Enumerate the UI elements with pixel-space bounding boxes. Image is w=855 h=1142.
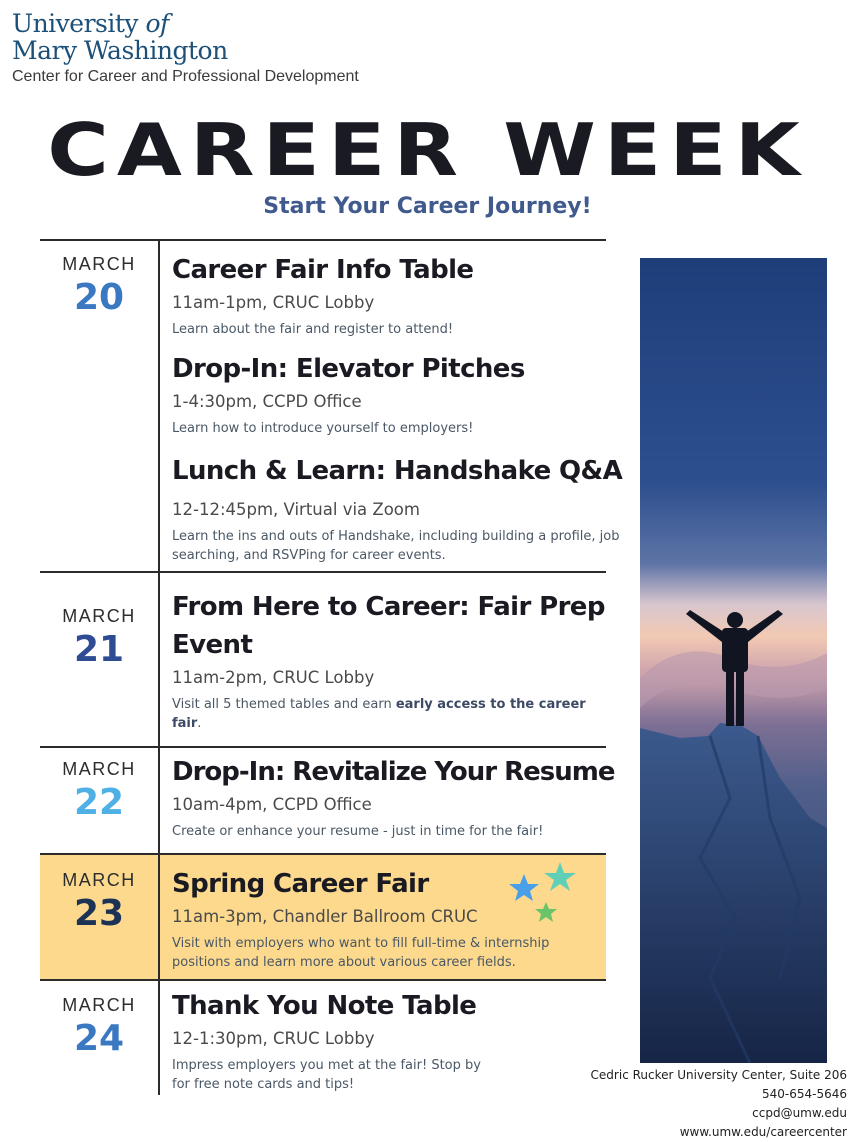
star-icon [544, 862, 576, 891]
event-time-location: 12-1:30pm, CRUC Lobby [172, 1029, 375, 1048]
month-label: MARCH [62, 870, 136, 890]
day-number: 23 [73, 893, 125, 934]
event-fair-prep [172, 588, 612, 733]
early-access-emphasis: early access to the career fair [172, 697, 586, 731]
star-icon [509, 874, 539, 901]
event-description: Impress employers you met at the fair! Stop by for free note cards and tips! [172, 1058, 481, 1092]
day-number: 21 [73, 629, 125, 670]
event-description: Learn the ins and outs of Handshake, including building a profile, job searching, and RSVPing for career events. [172, 529, 620, 563]
logo-of: of [145, 9, 169, 38]
phone: 540-654-5646 [761, 1087, 847, 1101]
date-march-20 [40, 254, 158, 318]
date-march-23 [40, 870, 158, 934]
event-description: Visit all 5 themed tables and earn early access to the career fair. [172, 697, 586, 731]
event-time-location: 11am-1pm, CRUC Lobby [172, 293, 375, 312]
page-title: CAREER WEEK [47, 107, 808, 193]
person-on-mountain-peak-image [640, 258, 827, 1063]
email-link[interactable]: ccpd@umw.edu [752, 1106, 847, 1120]
logo-mary-washington: Mary Washington [12, 36, 228, 65]
address: Cedric Rucker University Center, Suite 206 [590, 1068, 847, 1082]
day-number: 20 [73, 277, 125, 318]
event-time-location: 11am-3pm, Chandler Ballroom CRUC [172, 907, 478, 926]
month-label: MARCH [62, 995, 136, 1015]
date-column-divider [158, 240, 160, 1095]
event-revitalize-resume [172, 753, 632, 841]
month-label: MARCH [62, 759, 136, 779]
star-icon [535, 902, 557, 922]
divider [40, 571, 606, 573]
divider [40, 239, 606, 241]
event-time-location: 11am-2pm, CRUC Lobby [172, 668, 375, 687]
department-name: Center for Career and Professional Development [12, 68, 359, 85]
month-label: MARCH [62, 254, 136, 274]
event-elevator-pitches [172, 350, 632, 438]
month-label: MARCH [62, 606, 136, 626]
event-title: Career Fair Info Table [172, 255, 474, 285]
event-title: Thank You Note Table [172, 991, 477, 1021]
divider [40, 853, 606, 855]
event-description: Create or enhance your resume - just in time for the fair! [172, 824, 544, 839]
date-march-24 [40, 995, 158, 1059]
event-description: Learn how to introduce yourself to employers! [172, 421, 474, 436]
contact-info [591, 1066, 847, 1142]
event-title: Lunch & Learn: Handshake Q&A [172, 456, 623, 486]
event-thank-you-note-table [172, 987, 502, 1094]
logo-university: University [12, 9, 139, 38]
stars-icon [506, 860, 586, 934]
day-number: 22 [73, 782, 125, 823]
page-subtitle: Start Your Career Journey! [263, 194, 592, 219]
date-march-21 [40, 606, 158, 670]
event-title: Drop-In: Revitalize Your Resume [172, 757, 615, 787]
event-time-location: 10am-4pm, CCPD Office [172, 795, 372, 814]
event-handshake-qa [172, 452, 632, 565]
event-time-location: 1-4:30pm, CCPD Office [172, 392, 362, 411]
event-title: From Here to Career: Fair Prep Event [172, 592, 605, 660]
event-title: Drop-In: Elevator Pitches [172, 354, 525, 384]
event-description: Visit with employers who want to fill full-time & internship positions and learn more about various career fields. [172, 936, 550, 970]
divider [40, 979, 606, 981]
divider [40, 746, 606, 748]
university-logo [12, 10, 359, 86]
date-march-22 [40, 759, 158, 823]
event-title: Spring Career Fair [172, 869, 429, 899]
day-number: 24 [73, 1018, 125, 1059]
event-description: Learn about the fair and register to attend! [172, 322, 454, 337]
event-time-location: 12-12:45pm, Virtual via Zoom [172, 500, 420, 519]
event-career-fair-info-table [172, 251, 632, 339]
website-link[interactable]: www.umw.edu/careercenter [679, 1125, 847, 1139]
